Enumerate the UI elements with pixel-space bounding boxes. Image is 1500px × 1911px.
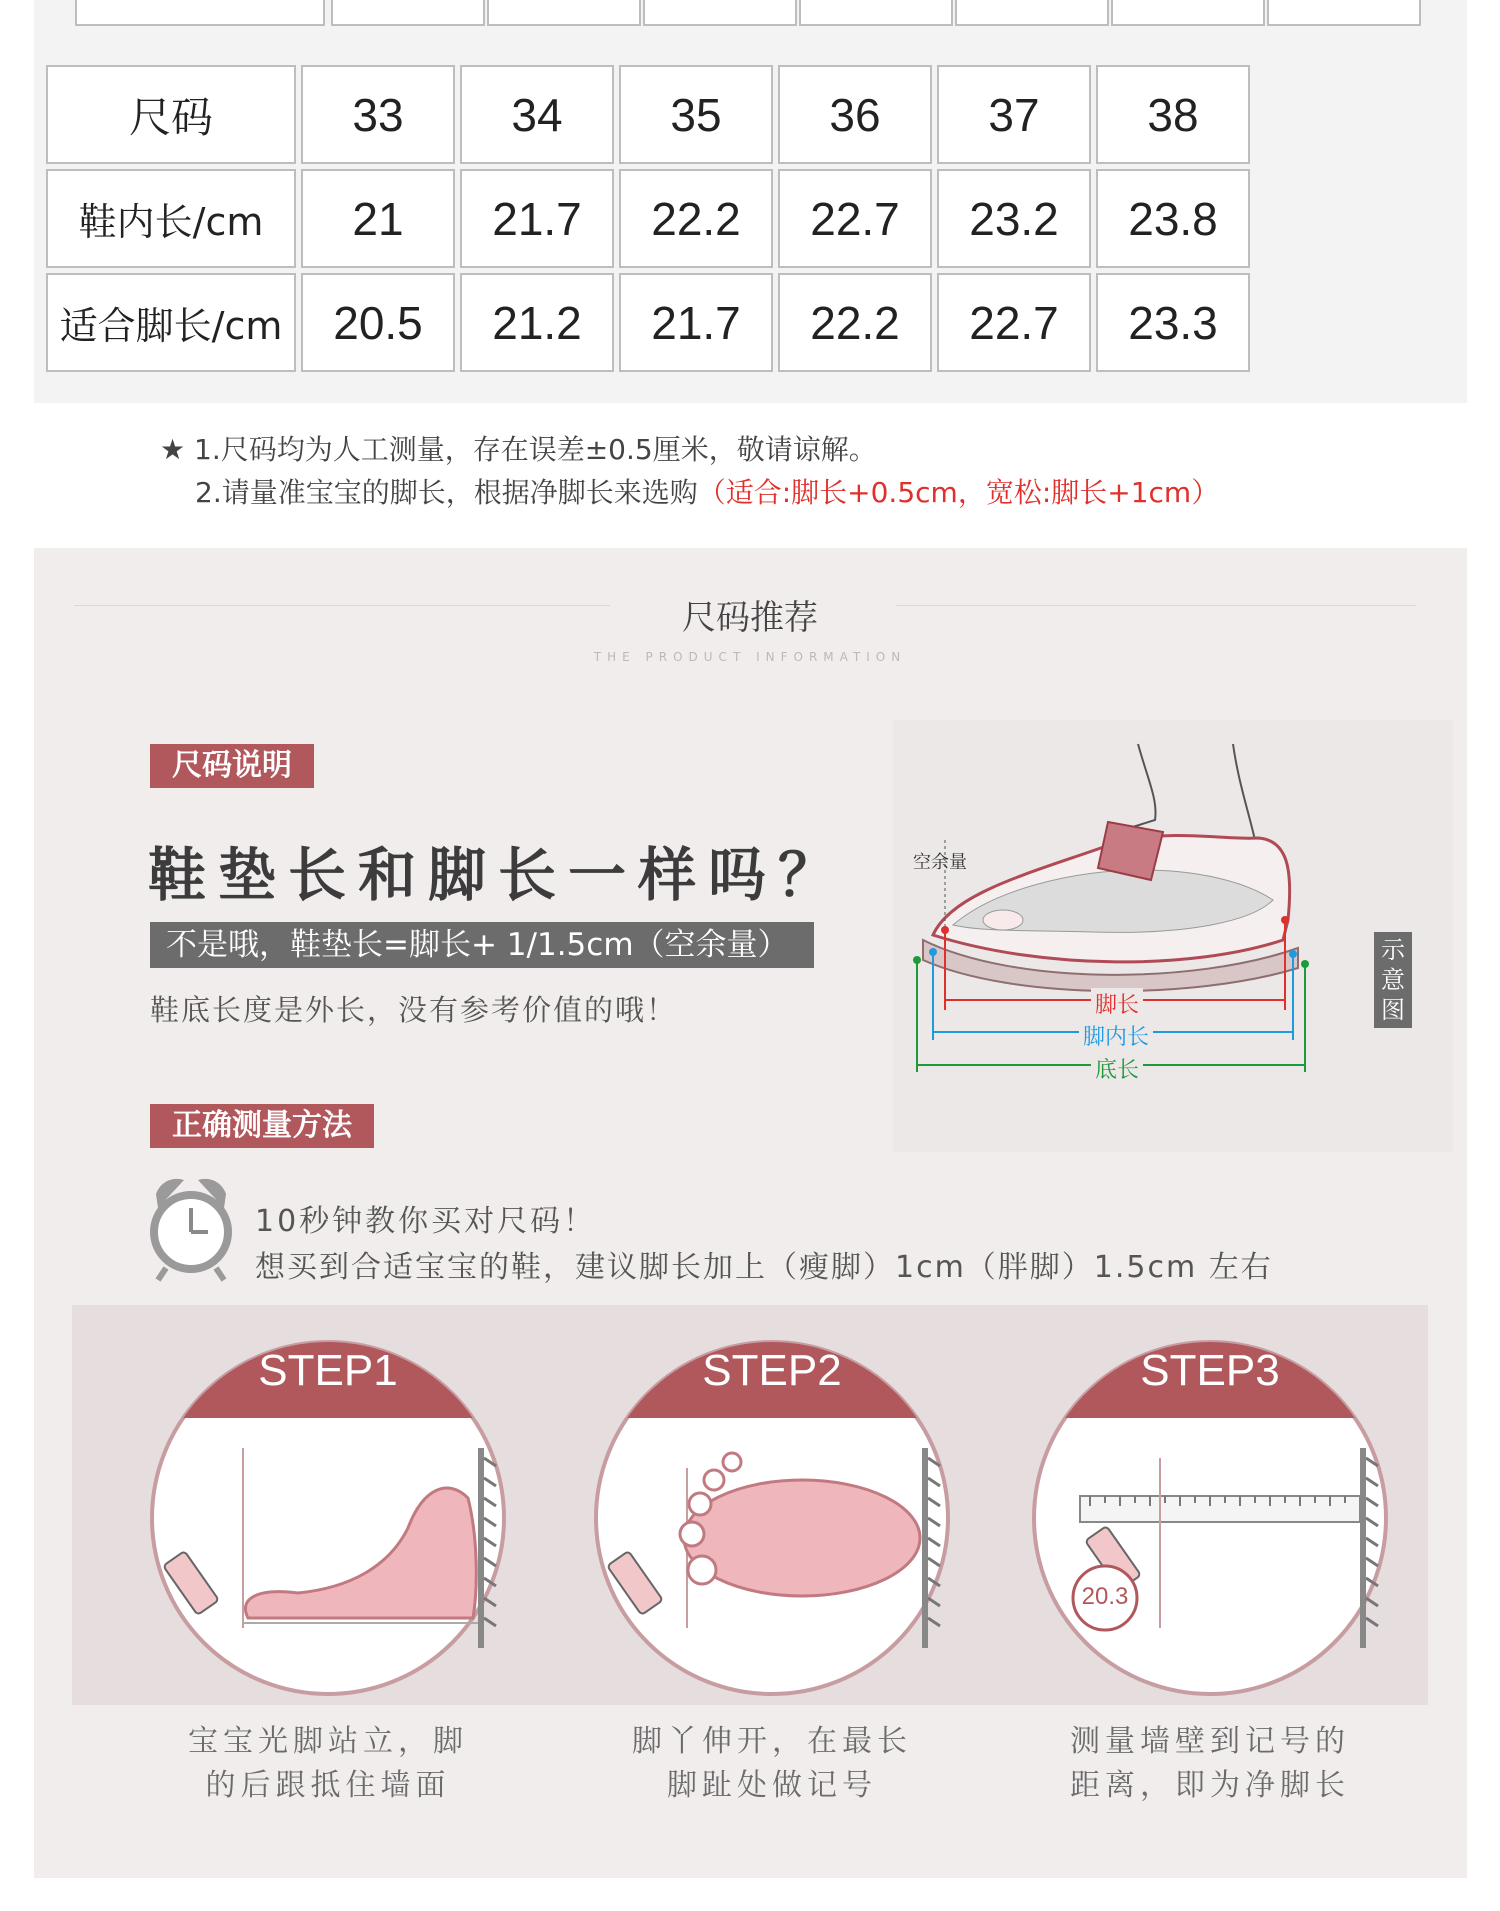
diagram-side-tag [1374,932,1412,1028]
size-cell: 36 [778,65,932,164]
step-1-label: STEP1 [258,1346,398,1395]
step-2-caption-line-1: 脚丫伸开，在最长 [632,1724,912,1759]
shoe-diagram-illustration [893,720,1453,1152]
marker-dot [1289,950,1297,958]
step-3-caption [1010,1720,1410,1808]
inner-length-cell: 22.2 [619,169,773,268]
measure-tip-2: 想买到合适宝宝的鞋，建议脚长加上（瘦脚）1cm（胖脚）1.5cm 左右 [255,1250,1273,1285]
table-row-size [46,65,1250,164]
sole-length-label: 底长 [1091,1053,1143,1084]
marker-dot [1281,916,1289,924]
size-explain-answer: 不是哦，鞋垫长=脚长+ 1/1.5cm（空余量） [150,922,814,968]
size-explain-description: 鞋底长度是外长，没有参考价值的哦！ [150,993,678,1027]
side-tag-char: 图 [1381,996,1405,1024]
leg-outline [1233,744,1255,840]
side-tag-char: 意 [1381,966,1405,994]
shoe-diagram [893,720,1453,1152]
step-3-caption-line-1: 测量墙壁到记号的 [1070,1724,1350,1759]
size-cell: 37 [937,65,1091,164]
size-cell: 35 [619,65,773,164]
step-3-caption-line-2: 距离，即为净脚长 [1070,1768,1350,1803]
ruler-reading: 20.3 [1081,1583,1129,1610]
row-header-inner-length: 鞋内长/cm [46,169,296,268]
step-2 [592,1338,952,1698]
size-cell: 33 [301,65,455,164]
step-1-caption [128,1720,528,1808]
note-line-1: ★ 1.尺码均为人工测量，存在误差±0.5厘米，敬请谅解。 [160,433,877,466]
table-row-inner-length [46,169,1250,268]
inner-length-cell: 22.7 [778,169,932,268]
fit-length-cell: 22.7 [937,273,1091,372]
step-1 [148,1338,508,1698]
note-line-2-highlight: （适合:脚长+0.5cm，宽松:脚长+1cm） [697,476,1220,509]
marker-dot [913,956,921,964]
leg-outline [1123,744,1156,830]
foot-length-label: 脚长 [1091,988,1143,1019]
section-title: 尺码推荐 [682,598,818,638]
step-2-caption [572,1720,972,1808]
spare-label: 空余量 [913,852,967,873]
note-line-2-text: 2.请量准宝宝的脚长，根据净脚长来选购 [195,476,698,509]
step-1-caption-line-1: 宝宝光脚站立，脚 [188,1724,468,1759]
inner-length-cell: 21.7 [460,169,614,268]
measurement-notes [160,428,1219,514]
size-cell: 38 [1096,65,1250,164]
inner-length-cell: 21 [301,169,455,268]
fit-length-cell: 21.7 [619,273,773,372]
fit-length-cell: 20.5 [301,273,455,372]
row-header-size: 尺码 [46,65,296,164]
size-table [41,60,1255,377]
foot-icon [684,1480,920,1596]
fit-length-cell: 22.2 [778,273,932,372]
step-3 [1030,1338,1390,1698]
fit-length-cell: 21.2 [460,273,614,372]
marker-dot [1301,960,1309,968]
section-subtitle: THE PRODUCT INFORMATION [593,650,907,664]
alarm-clock-icon [146,1172,236,1286]
step-3-label: STEP3 [1140,1346,1280,1395]
inner-length-cell: 23.2 [937,169,1091,268]
note-line-2 [160,471,1219,514]
inner-length-cell: 23.8 [1096,169,1250,268]
marker-dot [929,948,937,956]
step-2-caption-line-2: 脚趾处做记号 [667,1768,877,1803]
measure-method-tag: 正确测量方法 [150,1104,374,1148]
size-explain-tag: 尺码说明 [150,744,314,788]
step-2-label: STEP2 [702,1346,842,1395]
toe-shape [983,910,1023,930]
row-header-fit-length: 适合脚长/cm [46,273,296,372]
ruler-icon [1080,1496,1360,1522]
step-1-caption-line-2: 的后跟抵住墙面 [205,1768,451,1803]
size-explain-headline: 鞋垫长和脚长一样吗？ [148,841,849,909]
size-cell: 34 [460,65,614,164]
table-row-fit-length [46,273,1250,372]
fit-length-cell: 23.3 [1096,273,1250,372]
side-tag-char: 示 [1381,936,1405,964]
measure-tip-1: 10秒钟教你买对尺码！ [255,1204,597,1239]
inner-length-label: 脚内长 [1079,1020,1153,1051]
